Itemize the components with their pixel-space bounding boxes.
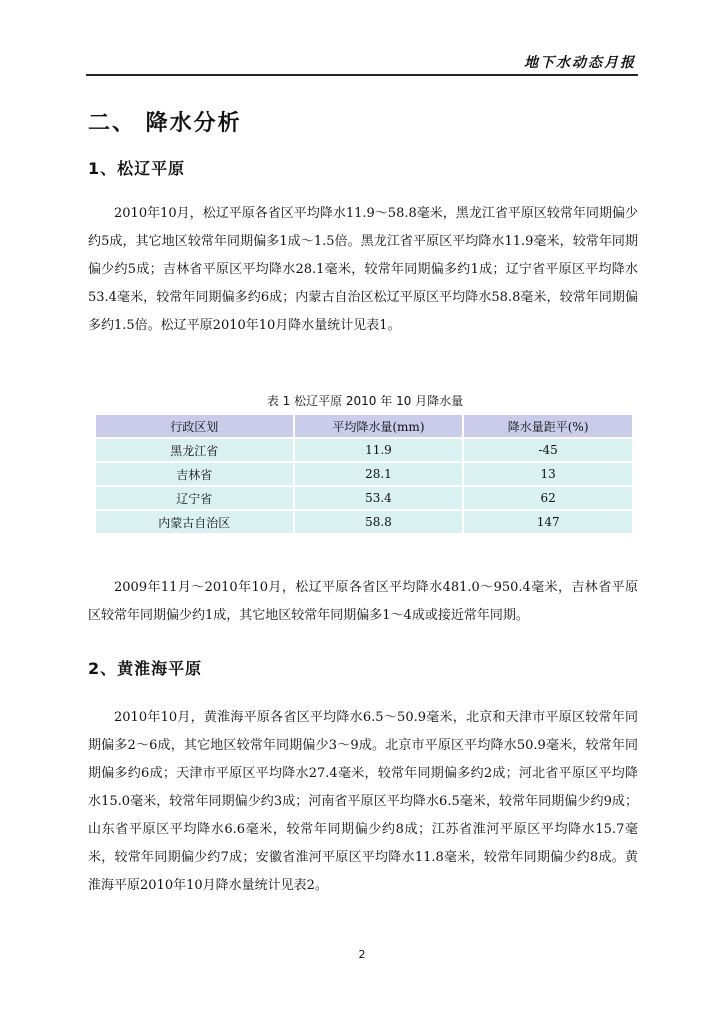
table-caption: 表 1 松辽平原 2010 年 10 月降水量 — [266, 394, 464, 408]
table-cell: 黑龙江省 — [96, 438, 294, 462]
table-cell: -45 — [463, 438, 633, 462]
table-row — [96, 462, 633, 486]
column-header: 降水量距平(%) — [463, 415, 633, 438]
table-row — [96, 510, 633, 534]
table-row — [96, 438, 633, 462]
table-cell: 辽宁省 — [96, 486, 294, 510]
table-cell: 147 — [463, 510, 633, 534]
header-divider — [86, 74, 638, 76]
table-header-row — [96, 415, 633, 438]
table-cell: 13 — [463, 462, 633, 486]
paragraph-huanghuaihai-oct: 2010年10月，黄淮海平原各省区平均降水6.5～50.9毫米，北京和天津市平原区较常年同期偏多2～6成，其它地区较常年同期偏少3～9成。北京市平原区平均降水50.9毫米，较常年同期偏多约6成；天津市平原区平均降水27.4毫米，较常年同期偏多约2成；河北省平原区平均降水15.0毫米，较常年同期偏少约3成；河南省平原区平均降水6.5毫米，较常年同期偏少约9成；山东省平原区平均降水6.6毫米，较常年同期偏少约8成；江苏省淮河平原区平均降水15.7毫米，较常年同期偏少约7成；安徽省淮河平原区平均降水11.8毫米，较常年同期偏少约8成。黄淮海平原2010年10月降水量统计见表2。 — [88, 710, 638, 893]
paragraph-songliao-annual: 2009年11月～2010年10月，松辽平原各省区平均降水481.0～950.4毫米，吉林省平原区较常年同期偏少约1成，其它地区较常年同期偏多1～4成或接近常年同期。 — [88, 580, 638, 623]
table-cell: 62 — [463, 486, 633, 510]
report-header-title: 地下水动态月报 — [524, 55, 636, 71]
table-cell: 28.1 — [294, 462, 464, 486]
subsection-title-songliao: 1、松辽平原 — [88, 159, 186, 178]
table-row — [96, 486, 633, 510]
page-number: 2 — [358, 948, 366, 961]
table-cell: 吉林省 — [96, 462, 294, 486]
section-title: 二、 降水分析 — [88, 111, 242, 136]
table-cell: 58.8 — [294, 510, 464, 534]
table-cell: 11.9 — [294, 438, 464, 462]
paragraph-songliao-oct: 2010年10月，松辽平原各省区平均降水11.9～58.8毫米，黑龙江省平原区较常年同期偏少约5成，其它地区较常年同期偏多1成～1.5倍。黑龙江省平原区平均降水11.9毫米，较常年同期偏少约5成；吉林省平原区平均降水28.1毫米，较常年同期偏多约1成；辽宁省平原区平均降水53.4毫米，较常年同期偏多约6成；内蒙古自治区松辽平原区平均降水58.8毫米，较常年同期偏多约1.5倍。松辽平原2010年10月降水量统计见表1。 — [88, 206, 638, 333]
table-cell: 内蒙古自治区 — [96, 510, 294, 534]
column-header: 平均降水量(mm) — [294, 415, 464, 438]
subsection-title-huanghuaihai: 2、黄淮海平原 — [88, 659, 203, 678]
precipitation-table — [96, 415, 634, 535]
column-header: 行政区划 — [96, 415, 294, 438]
table-cell: 53.4 — [294, 486, 464, 510]
